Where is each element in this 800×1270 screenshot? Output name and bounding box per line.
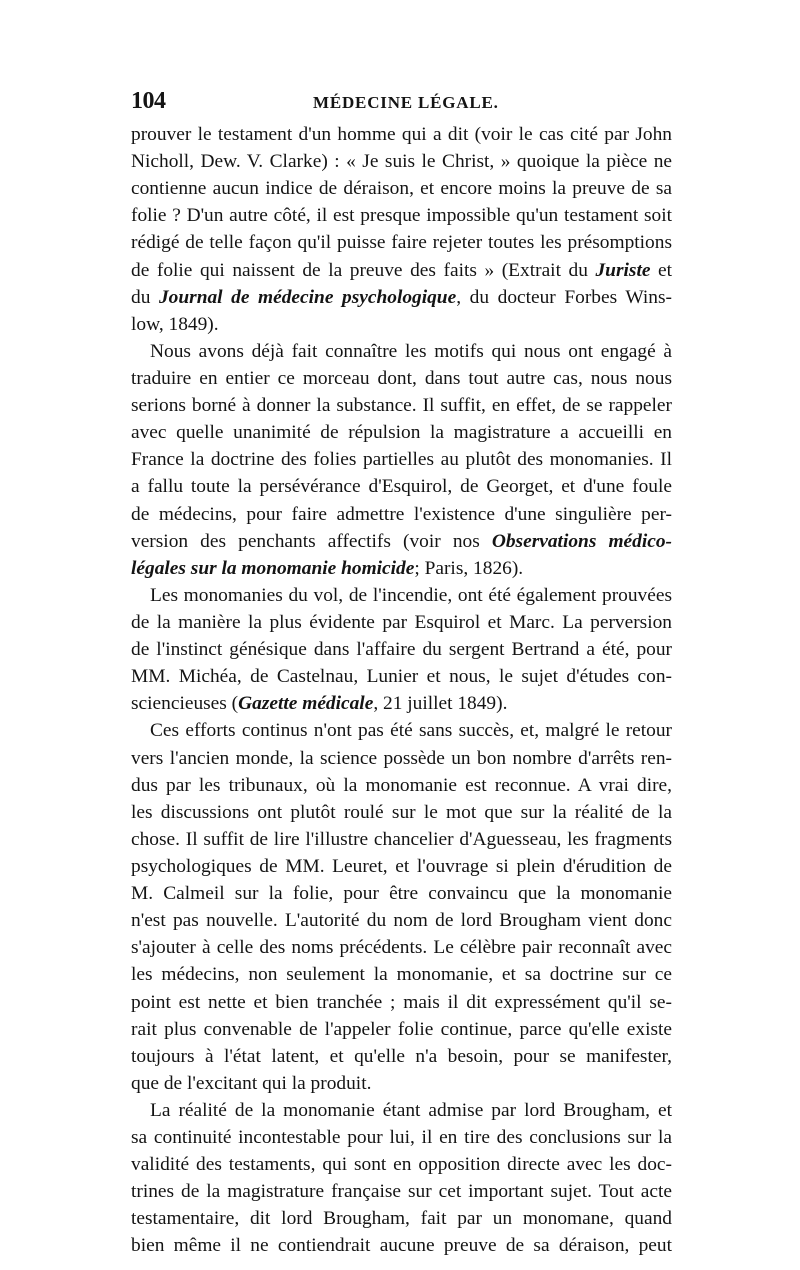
text-line: dus par les tribunaux, où la monomanie est reconnue. A vrai dire, <box>131 774 672 796</box>
text-span: de folie qui naissent de la preuve des faits » (Extrait du <box>131 259 596 281</box>
text-line: rédigé de telle façon qu'il puisse faire rejeter toutes les présomptions <box>131 232 672 254</box>
text-line: M. Calmeil sur la folie, pour être convaincu que la monomanie <box>131 883 672 905</box>
text-line: validité des testaments, qui sont en opposition directe avec les doc- <box>131 1154 672 1176</box>
text-line: les médecins, non seulement la monomanie, et sa doctrine sur ce <box>131 964 672 986</box>
text-line: folie ? D'un autre côté, il est presque impossible qu'un testament soit <box>131 205 672 227</box>
paragraph-first-line: Les monomanies du vol, de l'incendie, ont été également prouvées <box>150 584 672 606</box>
text-line: que de l'excitant qui la produit. <box>131 1072 372 1094</box>
text-line: les discussions ont plutôt roulé sur le mot que sur la réalité de la <box>131 801 672 823</box>
text-span: version des penchants affectifs (voir nos <box>131 530 492 552</box>
page-number: 104 <box>131 88 166 114</box>
text-span: , 21 juillet 1849). <box>373 693 508 715</box>
text-line: vers l'ancien monde, la science possède un bon nombre d'arrêts ren- <box>131 747 672 769</box>
text-line: toujours à l'état latent, et qu'elle n'a besoin, pour se manifester, <box>131 1045 672 1067</box>
text-line: a fallu toute la persévérance d'Esquirol, de Georget, et d'une foule <box>131 476 672 498</box>
italic-title: Observations médico- <box>491 530 672 552</box>
text-line <box>131 690 672 717</box>
italic-title: Gazette médicale <box>238 693 374 715</box>
text-line: MM. Michéa, de Castelnau, Lunier et nous, le sujet d'études con- <box>131 666 672 688</box>
text-line <box>131 555 672 582</box>
text-span: du <box>131 286 159 308</box>
text-line: testamentaire, dit lord Brougham, fait par un monomane, quand <box>131 1208 672 1230</box>
text-line: psychologiques de MM. Leuret, et l'ouvrage si plein d'érudition de <box>131 855 672 877</box>
text-line: serions borné à donner la substance. Il suffit, en effet, de se rappeler <box>131 395 672 417</box>
running-title: MÉDECINE LÉGALE. <box>313 93 499 112</box>
body-text <box>131 121 672 1260</box>
italic-title: Journal de médecine psychologique <box>158 286 457 308</box>
text-line: sa continuité incontestable pour lui, il en tire des conclusions sur la <box>131 1127 672 1149</box>
text-line <box>131 284 672 311</box>
text-line: avec quelle unanimité de répulsion la magistrature a accueilli en <box>131 422 672 444</box>
text-line: de médecins, pour faire admettre l'existence d'une singulière per- <box>131 503 672 525</box>
text-line: contienne aucun indice de déraison, et encore moins la preuve de sa <box>131 178 672 200</box>
text-line: s'ajouter à celle des noms précédents. Le célèbre pair reconnaît avec <box>131 937 672 959</box>
text-line: Nicholl, Dew. V. Clarke) : « Je suis le Christ, » quoique la pièce ne <box>131 151 672 173</box>
text-line: prouver le testament d'un homme qui a dit (voir le cas cité par John <box>131 124 672 145</box>
page-header <box>131 88 671 118</box>
text-span: sciencieuses ( <box>131 693 239 715</box>
text-span: , du docteur Forbes Wins- <box>456 286 672 308</box>
text-line: chose. Il suffit de lire l'illustre chancelier d'Aguesseau, les fragments <box>131 828 672 850</box>
text-line: rait plus convenable de l'appeler folie continue, parce qu'elle existe <box>131 1018 672 1040</box>
text-line: bien même il ne contiendrait aucune preuve de sa déraison, peut <box>131 1235 672 1257</box>
text-line: France la doctrine des folies partielles au plutôt des monomanies. Il <box>131 449 672 471</box>
paragraph-first-line: Ces efforts continus n'ont pas été sans succès, et, malgré le retour <box>150 720 672 742</box>
paragraph-first-line: La réalité de la monomanie étant admise par lord Brougham, et <box>150 1099 672 1121</box>
text-line: trines de la magistrature française sur cet important sujet. Tout acte <box>131 1181 672 1203</box>
text-line <box>131 528 672 555</box>
text-line: de la manière la plus évidente par Esquirol et Marc. La perversion <box>131 611 672 633</box>
paragraph-first-line: Nous avons déjà fait connaître les motifs qui nous ont engagé à <box>150 340 672 362</box>
text-span: ; Paris, 1826). <box>414 557 524 579</box>
text-line: low, 1849). <box>131 313 219 335</box>
text-line <box>131 257 672 284</box>
text-span: et <box>650 259 672 281</box>
text-line: n'est pas nouvelle. L'autorité du nom de lord Brougham vient donc <box>131 910 672 932</box>
text-line: de l'instinct génésique dans l'affaire du sergent Bertrand a été, pour <box>131 639 672 661</box>
italic-title: Juriste <box>595 259 651 281</box>
italic-title: légales sur la monomanie homicide <box>131 557 415 579</box>
text-line: point est nette et bien tranchée ; mais il dit expressément qu'il se- <box>131 991 672 1013</box>
text-line: traduire en entier ce morceau dont, dans tout autre cas, nous nous <box>131 367 672 389</box>
